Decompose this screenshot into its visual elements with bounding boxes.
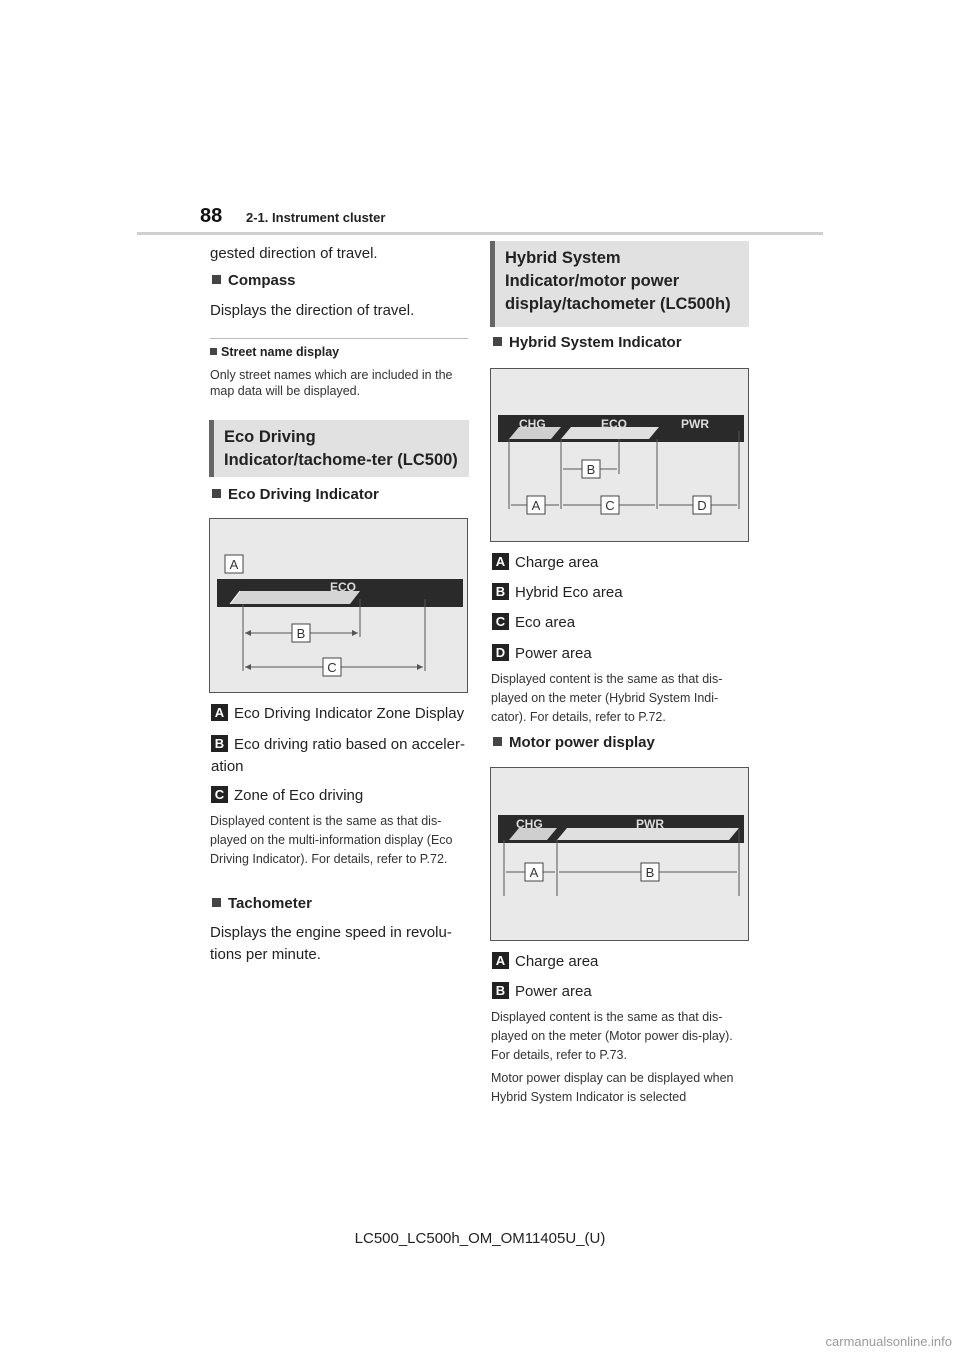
motor-note-2: Motor power display can be displayed when Hybrid System Indicator is selected (491, 1071, 734, 1104)
eco-indicator-diagram (210, 519, 467, 692)
hsi-figure (490, 368, 749, 542)
motor-power-diagram (491, 768, 748, 940)
bullet-square-icon (212, 489, 221, 498)
hsi-diagram (491, 369, 748, 541)
hsi-item-c: C Eco area (492, 613, 575, 631)
compass-heading: Compass (212, 272, 296, 289)
svg-text:C: C (327, 660, 337, 675)
svg-text:PWR: PWR (681, 417, 709, 431)
bullet-square-icon (212, 898, 221, 907)
svg-text:CHG: CHG (519, 417, 546, 431)
street-name-heading: Street name display (210, 345, 339, 359)
svg-text:ECO: ECO (330, 580, 357, 594)
hybrid-section-heading: Hybrid System Indicator/motor power display/tachometer (LC500h) (490, 241, 749, 327)
hsi-heading: Hybrid System Indicator (493, 334, 682, 351)
eco-item-b: B Eco driving ratio based on acceler-ation (211, 736, 465, 775)
motor-item-a: A Charge area (492, 952, 598, 970)
motor-note: Displayed content is the same as that dis-played on the meter (Motor power dis-play). For details, refer to P.73. (491, 1010, 733, 1062)
hsi-item-b: B Hybrid Eco area (492, 583, 623, 601)
bullet-square-icon (493, 737, 502, 746)
svg-text:A: A (529, 865, 539, 880)
paragraph-continued: gested direction of travel. (210, 245, 378, 262)
svg-text:A: A (229, 557, 239, 572)
tachometer-heading: Tachometer (212, 895, 312, 912)
svg-text:B: B (645, 865, 655, 880)
bullet-square-icon (210, 348, 217, 355)
bullet-square-icon (493, 337, 502, 346)
svg-text:CHG: CHG (516, 817, 543, 831)
svg-text:D: D (697, 498, 707, 513)
footer-doc-id: LC500_LC500h_OM_OM11405U_(U) (354, 1230, 606, 1247)
header-rule (137, 232, 823, 235)
eco-section-heading: Eco Driving Indicator/tachome-ter (LC500) (209, 420, 469, 477)
watermark: carmanualsonline.info (825, 1334, 952, 1349)
motor-power-figure (490, 767, 749, 941)
motor-item-b: B Power area (492, 982, 592, 1000)
eco-indicator-figure (209, 518, 468, 693)
street-name-text: Only street names which are included in the map data will be displayed. (210, 368, 453, 398)
compass-text: Displays the direction of travel. (210, 302, 415, 319)
motor-power-heading: Motor power display (493, 734, 655, 751)
svg-text:A: A (531, 498, 541, 513)
svg-text:C: C (605, 498, 615, 513)
eco-note: Displayed content is the same as that dis-played on the multi-information display (Eco Driving Indicator). For details, refer to P.72. (210, 814, 453, 866)
tachometer-text: Displays the engine speed in revolu-tions per minute. (210, 924, 452, 963)
page-number: 88 (200, 205, 223, 227)
hsi-item-a: A Charge area (492, 553, 598, 571)
section-title: 2-1. Instrument cluster (246, 210, 386, 225)
svg-text:B: B (296, 626, 306, 641)
svg-text:ECO: ECO (601, 417, 628, 431)
svg-text:PWR: PWR (636, 817, 664, 831)
hsi-item-d: D Power area (492, 644, 592, 662)
hsi-note: Displayed content is the same as that dis-played on the meter (Hybrid System Indi-cator). For details, refer to P.72. (491, 672, 723, 724)
eco-item-a: A Eco Driving Indicator Zone Display (211, 704, 464, 722)
bullet-square-icon (212, 275, 221, 284)
eco-item-c: C Zone of Eco driving (211, 786, 363, 804)
svg-text:B: B (586, 462, 596, 477)
divider (210, 338, 468, 339)
eco-driving-heading: Eco Driving Indicator (212, 486, 379, 503)
